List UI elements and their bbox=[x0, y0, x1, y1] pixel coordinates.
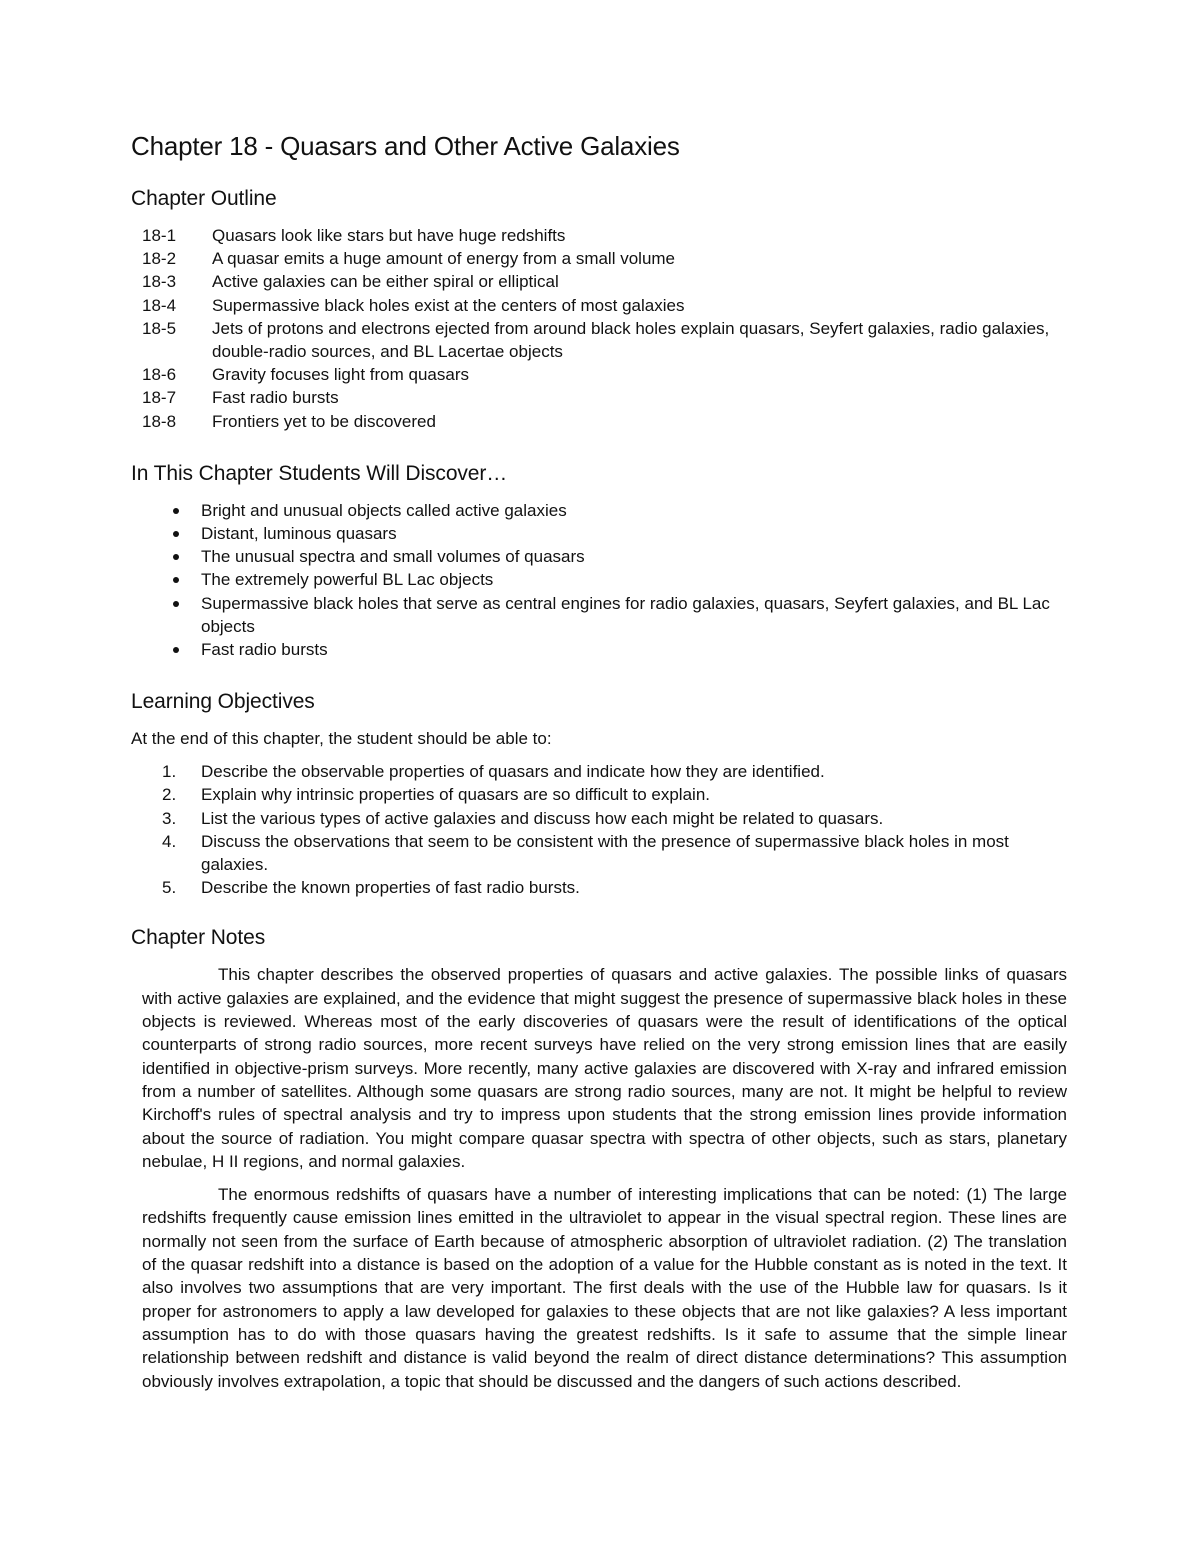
outline-item-text: Fast radio bursts bbox=[212, 388, 339, 408]
objective-item bbox=[131, 876, 1067, 899]
chapter-outline-list bbox=[131, 224, 1067, 433]
outline-item bbox=[131, 363, 1067, 386]
chapter-outline-heading: Chapter Outline bbox=[131, 187, 277, 210]
objective-item bbox=[131, 807, 1067, 830]
outline-item bbox=[131, 410, 1067, 433]
outline-item bbox=[131, 270, 1067, 293]
objective-text: Discuss the observations that seem to be consistent with the presence of supermassive black holes in most galaxies. bbox=[201, 831, 1009, 875]
outline-item-number: 18-6 bbox=[142, 365, 177, 385]
objective-number: 4. bbox=[162, 831, 177, 851]
outline-item bbox=[131, 247, 1067, 270]
objective-item bbox=[131, 830, 1067, 876]
chapter-notes-body bbox=[131, 963, 1067, 1392]
bullet-icon bbox=[131, 638, 201, 661]
bullet-icon bbox=[131, 592, 201, 638]
outline-item-text: Gravity focuses light from quasars bbox=[212, 365, 469, 385]
outline-item-text: Supermassive black holes exist at the centers of most galaxies bbox=[212, 295, 685, 315]
objective-text: Describe the known properties of fast radio bursts. bbox=[201, 878, 580, 898]
list-item-text: The extremely powerful BL Lac objects bbox=[201, 570, 494, 590]
list-item-text: Fast radio bursts bbox=[201, 640, 328, 660]
outline-item-text: Active galaxies can be either spiral or elliptical bbox=[212, 272, 559, 292]
outline-item bbox=[131, 224, 1067, 247]
list-item bbox=[131, 522, 1067, 545]
objective-item bbox=[131, 783, 1067, 806]
outline-item-number: 18-2 bbox=[142, 249, 177, 269]
objective-text: List the various types of active galaxies and discuss how each might be related to quasars. bbox=[201, 808, 884, 828]
objectives-intro: At the end of this chapter, the student should be able to: bbox=[131, 729, 552, 749]
objective-number: 2. bbox=[162, 785, 177, 805]
list-item-text: Distant, luminous quasars bbox=[201, 524, 397, 544]
learning-objectives-heading: Learning Objectives bbox=[131, 690, 315, 714]
outline-item-number: 18-3 bbox=[142, 272, 177, 292]
outline-item-number: 18-5 bbox=[142, 318, 177, 338]
outline-item bbox=[131, 294, 1067, 317]
bullet-icon bbox=[131, 522, 201, 545]
document-content bbox=[131, 128, 1067, 1403]
outline-item bbox=[131, 386, 1067, 409]
chapter-notes-heading: Chapter Notes bbox=[131, 926, 266, 950]
objective-number: 5. bbox=[162, 878, 177, 898]
bullet-icon bbox=[131, 499, 201, 522]
list-item bbox=[131, 592, 1067, 638]
page-title: Chapter 18 - Quasars and Other Active Galaxies bbox=[131, 131, 680, 161]
objective-text: Describe the observable properties of quasars and indicate how they are identified. bbox=[201, 762, 825, 782]
objective-number: 1. bbox=[162, 762, 177, 782]
list-item bbox=[131, 545, 1067, 568]
notes-paragraph: The enormous redshifts of quasars have a number of interesting implications that can be noted: (1) The large redshifts frequently cause emission lines emitted in the ultraviolet to appear in the visual spectral region. These lines are normally not seen from the surface of Earth because of atmospheric absorption of ultraviolet radiation. (2) The translation of the quasar redshift into a distance is based on the adoption of a value for the Hubble constant as is noted in the text. It also involves two assumptions that are very important. The first deals with the use of the Hubble law for quasars. Is it proper for astronomers to apply a law developed for galaxies to these objects that are not like galaxies? A less important assumption has to do with those quasars having the greatest redshifts. Is it safe to assume that the simple linear relationship between redshift and distance is valid beyond the realm of direct distance determinations? This assumption obviously involves extrapolation, a topic that should be discussed and the dangers of such actions described. bbox=[142, 1185, 1067, 1391]
notes-paragraph: This chapter describes the observed properties of quasars and active galaxies. The possible links of quasars with active galaxies are explained, and the evidence that might suggest the presence of supermassive black holes in these objects is reviewed. Whereas most of the early discoveries of quasars were the result of identifications of the optical counterparts of strong radio sources, more recent surveys have relied on the very strong emission lines that are easily identified in objective-prism surveys. More recently, many active galaxies are discovered with X-ray and infrared emission from a number of satellites. Although some quasars are strong radio sources, many are not. It might be helpful to review Kirchoff's rules of spectral analysis and try to impress upon students that the strong emission lines provide information about the source of radiation. You might compare quasar spectra with spectra of other objects, such as stars, planetary nebulae, H II regions, and normal galaxies. bbox=[142, 965, 1067, 1171]
outline-item bbox=[131, 317, 1067, 363]
list-item-text: Supermassive black holes that serve as central engines for radio galaxies, quasars, Seyfert galaxies, and BL Lac objects bbox=[201, 593, 1050, 636]
outline-item-number: 18-4 bbox=[142, 295, 177, 315]
objective-number: 3. bbox=[162, 808, 177, 828]
bullet-icon bbox=[131, 568, 201, 591]
outline-item-number: 18-8 bbox=[142, 411, 177, 431]
outline-item-text: Frontiers yet to be discovered bbox=[212, 411, 436, 431]
list-item-text: Bright and unusual objects called active galaxies bbox=[201, 500, 567, 520]
outline-item-text: Jets of protons and electrons ejected from around black holes explain quasars, Seyfert galaxies, radio galaxies, double-radio sources, and BL Lacertae objects bbox=[212, 318, 1050, 362]
outline-item-text: A quasar emits a huge amount of energy from a small volume bbox=[212, 249, 676, 269]
list-item-text: The unusual spectra and small volumes of quasars bbox=[201, 547, 585, 567]
list-item bbox=[131, 638, 1067, 661]
discover-list bbox=[131, 499, 1067, 661]
outline-item-text: Quasars look like stars but have huge redshifts bbox=[212, 226, 566, 245]
objective-item bbox=[131, 760, 1067, 783]
discover-heading: In This Chapter Students Will Discover… bbox=[131, 461, 508, 485]
list-item bbox=[131, 568, 1067, 591]
outline-item-number: 18-7 bbox=[142, 388, 177, 408]
objectives-list bbox=[131, 760, 1067, 899]
list-item bbox=[131, 499, 1067, 522]
outline-item-number: 18-1 bbox=[142, 226, 177, 245]
objective-text: Explain why intrinsic properties of quasars are so difficult to explain. bbox=[201, 785, 710, 805]
bullet-icon bbox=[131, 545, 201, 568]
